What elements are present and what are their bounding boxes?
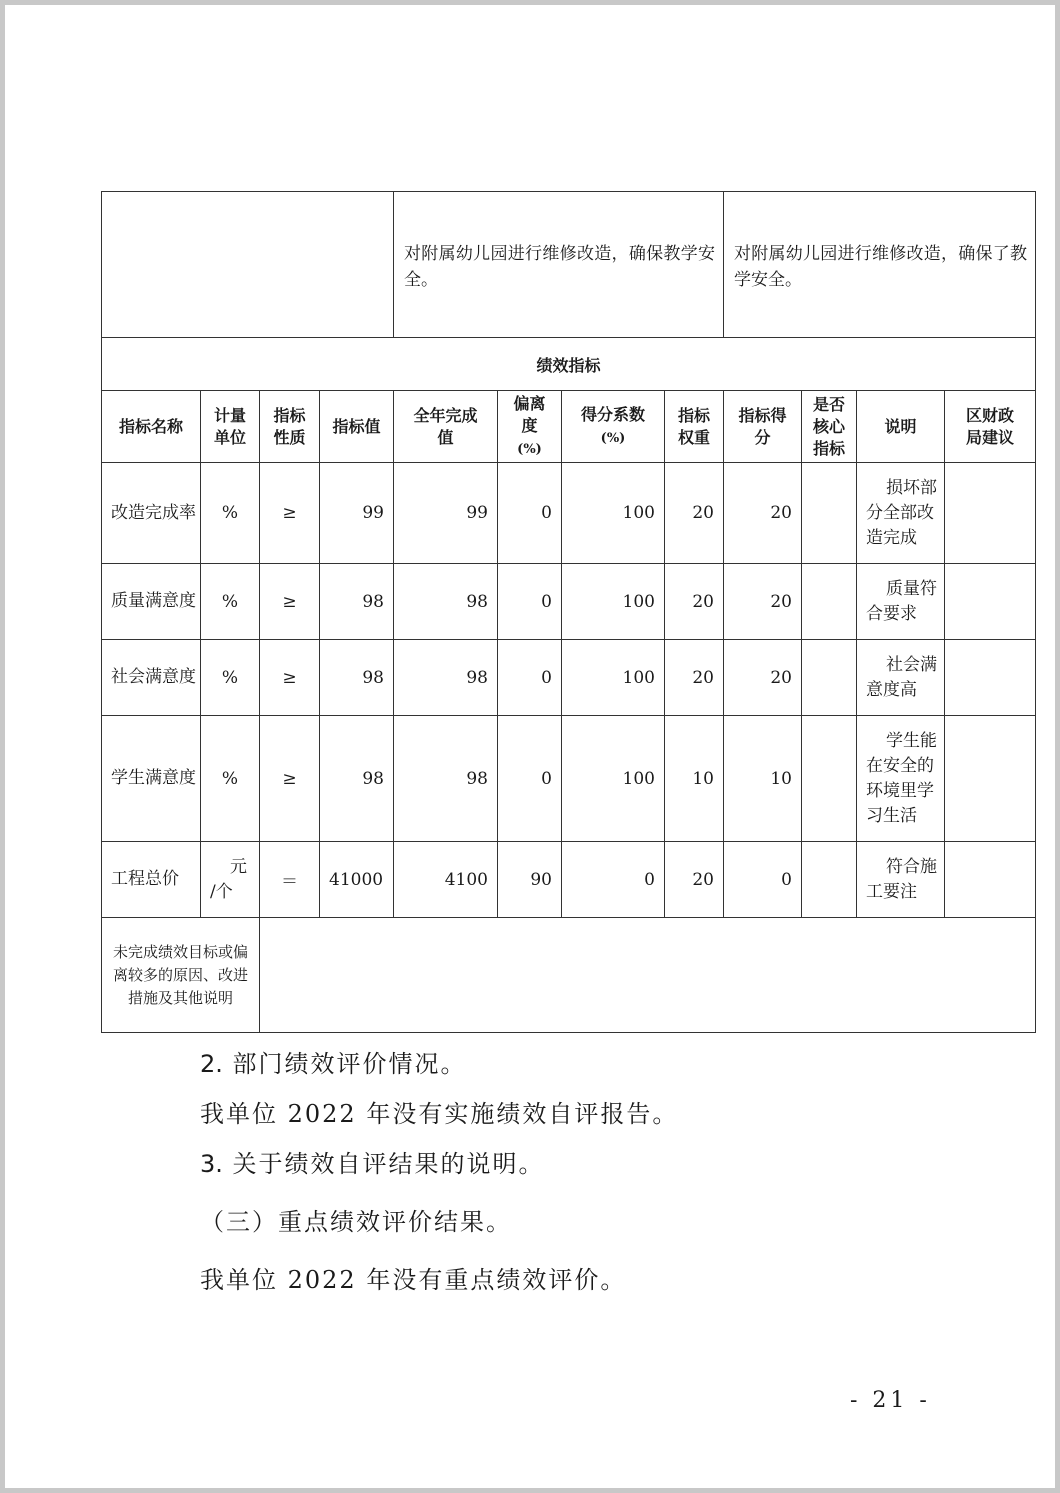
- row-nature: ≥: [260, 564, 320, 640]
- row-coef: 0: [562, 842, 665, 918]
- header-row: [102, 391, 1036, 463]
- row-unit: %: [201, 463, 260, 564]
- row-core: [802, 463, 857, 564]
- row-weight: 20: [665, 640, 724, 716]
- paragraph-no-self-eval: 我单位 2022 年没有实施绩效自评报告。: [200, 1100, 679, 1128]
- row-completed: 98: [394, 640, 498, 716]
- paragraph-number: 2.: [200, 1050, 223, 1078]
- header-nature: 指标性质: [260, 391, 320, 463]
- row-coef: 100: [562, 463, 665, 564]
- header-completed: 全年完成值: [394, 391, 498, 463]
- section-title: 绩效指标: [102, 338, 1036, 391]
- header-deviation-unit: (%): [517, 441, 542, 457]
- paragraph-no-key-eval: 我单位 2022 年没有重点绩效评价。: [200, 1266, 627, 1294]
- row-completed: 4100: [394, 842, 498, 918]
- row-finance: [945, 640, 1036, 716]
- footer-label: 未完成绩效目标或偏离较多的原因、改进措施及其他说明: [102, 918, 260, 1033]
- row-value: 99: [320, 463, 394, 564]
- row-coef: 100: [562, 640, 665, 716]
- header-name: 指标名称: [102, 391, 201, 463]
- row-finance: [945, 716, 1036, 842]
- page-number: - 21 -: [850, 1388, 931, 1413]
- row-weight: 20: [665, 842, 724, 918]
- document-page: [5, 5, 1055, 1488]
- header-coef-label: 得分系数: [580, 404, 645, 424]
- row-deviation: 0: [498, 716, 562, 842]
- row-deviation: 90: [498, 842, 562, 918]
- row-coef: 100: [562, 564, 665, 640]
- row-name: 学生满意度: [102, 716, 201, 842]
- section-row: [102, 338, 1036, 391]
- footer-content: [260, 918, 1036, 1033]
- row-deviation: 0: [498, 564, 562, 640]
- row-name: 工程总价: [102, 842, 201, 918]
- row-core: [802, 564, 857, 640]
- header-coef-unit: (%): [600, 430, 626, 446]
- row-value: 98: [320, 640, 394, 716]
- row-finance: [945, 463, 1036, 564]
- row-value: 98: [320, 716, 394, 842]
- section-heading-key-evaluation: （三）重点绩效评价结果。: [200, 1208, 512, 1236]
- row-name: 改造完成率: [102, 463, 201, 564]
- row-unit-line1: 元: [230, 856, 247, 877]
- row-deviation: 0: [498, 640, 562, 716]
- paragraph-dept-evaluation: [200, 1048, 467, 1080]
- table-row: [102, 716, 1036, 842]
- row-score: 20: [724, 564, 802, 640]
- header-unit: 计量单位: [201, 391, 260, 463]
- paragraph-self-eval-explanation: [200, 1148, 545, 1180]
- footer-row: [102, 918, 1036, 1033]
- row-note: 损坏部分全部改造完成: [857, 463, 945, 564]
- target-description: 对附属幼儿园进行维修改造，确保教学安全。: [394, 192, 724, 338]
- row-score: 10: [724, 716, 802, 842]
- performance-table: [101, 191, 1036, 1033]
- row-nature: ≥: [260, 640, 320, 716]
- row-name: 社会满意度: [102, 640, 201, 716]
- row-deviation: 0: [498, 463, 562, 564]
- table-row: [102, 564, 1036, 640]
- row-completed: 98: [394, 716, 498, 842]
- row-unit: %: [201, 564, 260, 640]
- description-row: [102, 192, 1036, 338]
- table-row: [102, 640, 1036, 716]
- row-note: 学生能在安全的环境里学习生活: [857, 716, 945, 842]
- row-unit-line2: /个: [210, 881, 233, 902]
- row-score: 20: [724, 463, 802, 564]
- row-finance: [945, 842, 1036, 918]
- paragraph-number: 3.: [200, 1150, 223, 1178]
- row-completed: 98: [394, 564, 498, 640]
- row-nature: ＝: [260, 842, 320, 918]
- header-value: 指标值: [320, 391, 394, 463]
- header-deviation-label: 偏离度: [513, 393, 546, 435]
- row-core: [802, 716, 857, 842]
- header-deviation: [498, 391, 562, 463]
- row-coef: 100: [562, 716, 665, 842]
- row-name: 质量满意度: [102, 564, 201, 640]
- row-weight: 20: [665, 564, 724, 640]
- row-nature: ≥: [260, 463, 320, 564]
- description-blank-cell: [102, 192, 394, 338]
- row-value: 41000: [320, 842, 394, 918]
- row-finance: [945, 564, 1036, 640]
- actual-description: 对附属幼儿园进行维修改造，确保了教学安全。: [724, 192, 1036, 338]
- table-row: [102, 463, 1036, 564]
- paragraph-text: 部门绩效评价情况。: [222, 1050, 467, 1078]
- row-note: 社会满意度高: [857, 640, 945, 716]
- header-core: 是否核心指标: [802, 391, 857, 463]
- row-completed: 99: [394, 463, 498, 564]
- row-unit: %: [201, 640, 260, 716]
- row-unit: [201, 842, 260, 918]
- row-weight: 10: [665, 716, 724, 842]
- row-core: [802, 640, 857, 716]
- header-weight: 指标权重: [665, 391, 724, 463]
- paragraph-text: 关于绩效自评结果的说明。: [222, 1150, 545, 1178]
- row-core: [802, 842, 857, 918]
- header-score: 指标得分: [724, 391, 802, 463]
- row-value: 98: [320, 564, 394, 640]
- row-nature: ≥: [260, 716, 320, 842]
- header-finance: 区财政局建议: [945, 391, 1036, 463]
- row-unit: %: [201, 716, 260, 842]
- row-score: 20: [724, 640, 802, 716]
- row-note: 质量符合要求: [857, 564, 945, 640]
- table-row: [102, 842, 1036, 918]
- header-note: 说明: [857, 391, 945, 463]
- row-note: 符合施工要注: [857, 842, 945, 918]
- header-coef: [562, 391, 665, 463]
- row-weight: 20: [665, 463, 724, 564]
- row-score: 0: [724, 842, 802, 918]
